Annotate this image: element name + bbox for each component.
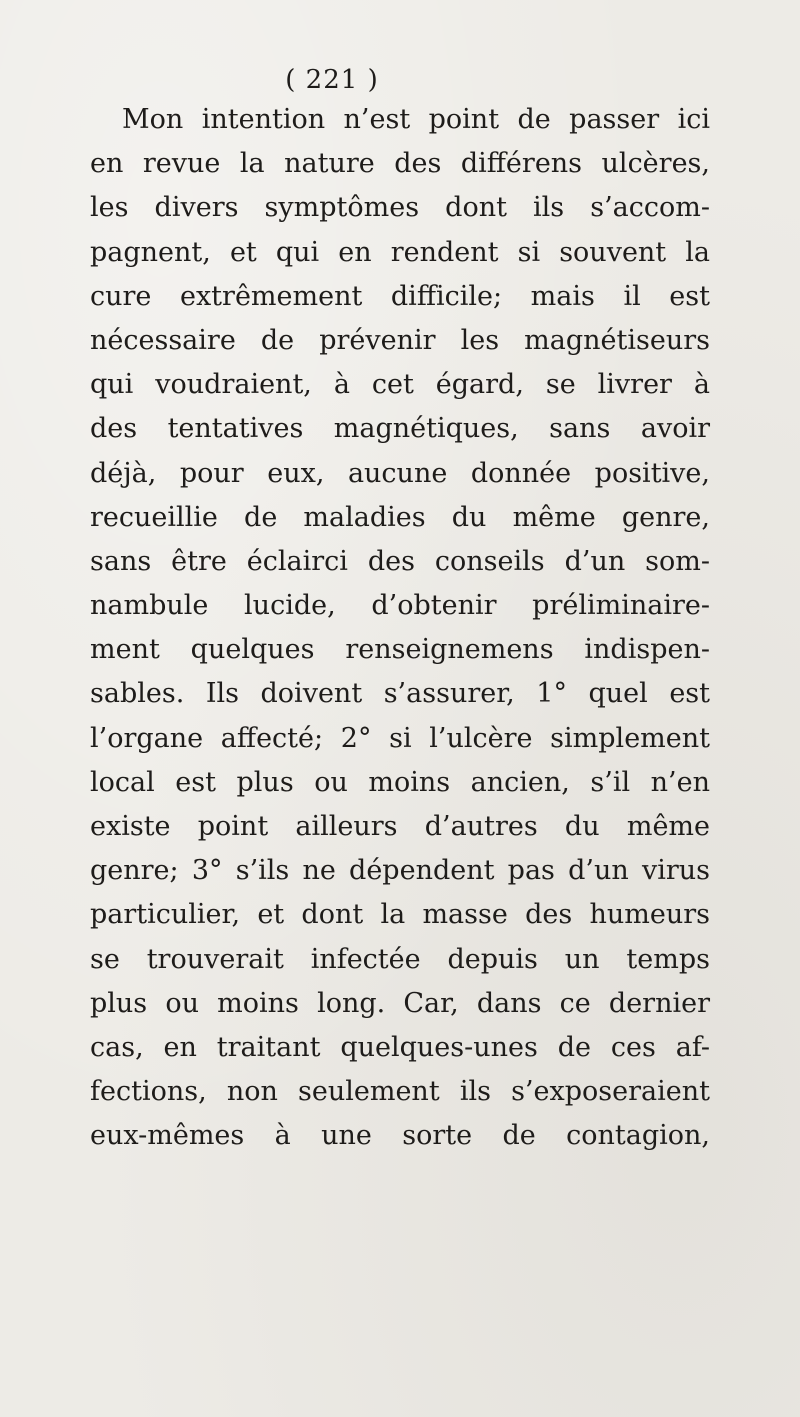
text-line: cas, en traitant quelques-unes de ces af- [90, 1031, 710, 1063]
text-line: local est plus ou moins ancien, s’il n’en [90, 766, 710, 798]
text-line: des tentatives magnétiques, sans avoir [90, 413, 710, 445]
text-line: recueillie de maladies du même genre, [90, 501, 710, 533]
page-number: ( 221 ) [285, 65, 379, 95]
text-line: sables. Ils doivent s’assurer, 1° quel est [90, 678, 710, 710]
text-line: l’organe affecté; 2° si l’ulcère simplement [90, 722, 710, 754]
text-line: nécessaire de prévenir les magnétiseurs [90, 324, 710, 356]
text-line: Mon intention n’est point de passer ici [122, 104, 710, 135]
text-line: particulier, et dont la masse des humeurs [90, 899, 710, 931]
text-line: ment quelques renseignemens indispen- [90, 634, 710, 666]
text-line: les divers symptômes dont ils s’accom- [90, 192, 710, 224]
text-line: nambule lucide, d’obtenir préliminaire- [90, 590, 710, 622]
text-line: existe point ailleurs d’autres du même [90, 811, 710, 842]
text-line: eux-mêmes à une sorte de contagion, [90, 1120, 710, 1152]
text-line: plus ou moins long. Car, dans ce dernier [90, 987, 710, 1019]
text-line: sans être éclairci des conseils d’un som- [90, 545, 710, 577]
text-line: genre; 3° s’ils ne dépendent pas d’un virus [90, 855, 710, 887]
text-line: déjà, pour eux, aucune donnée positive, [90, 457, 710, 489]
text-line: en revue la nature des différens ulcères, [90, 148, 710, 180]
text-line: se trouverait infectée depuis un temps [90, 943, 710, 975]
text-line: qui voudraient, à cet égard, se livrer à [90, 369, 710, 401]
text-line: fections, non seulement ils s’exposeraient [90, 1076, 710, 1108]
text-line: cure extrêmement difficile; mais il est [90, 280, 710, 312]
text-line: pagnent, et qui en rendent si souvent la [90, 236, 710, 268]
body-text [90, 98, 710, 1159]
